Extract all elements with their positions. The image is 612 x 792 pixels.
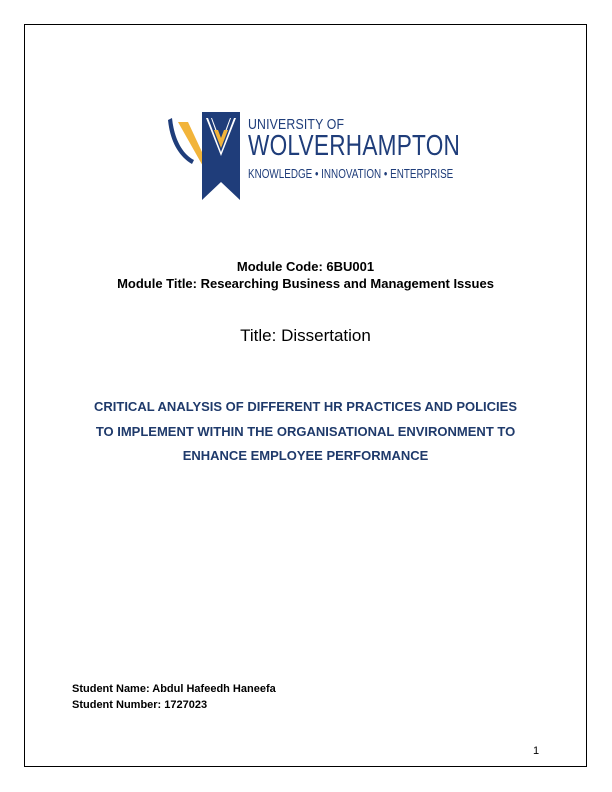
document-title: Title: Dissertation [240,326,371,345]
logo-university-of: UNIVERSITY OF [248,116,345,133]
student-name: Student Name: Abdul Hafeedh Haneefa [72,683,276,695]
logo-wolverhampton: WOLVERHAMPTON [248,130,461,162]
university-logo [168,108,461,202]
page-number: 1 [533,745,540,757]
dissertation-heading-line: CRITICAL ANALYSIS OF DIFFERENT HR PRACTICES AND POLICIES [93,399,517,414]
student-number: Student Number: 1727023 [72,699,208,711]
module-title: Module Title: Researching Business and Management Issues [117,276,494,291]
dissertation-heading-line: ENHANCE EMPLOYEE PERFORMANCE [182,448,429,463]
dissertation-heading-line: TO IMPLEMENT WITHIN THE ORGANISATIONAL ENVIRONMENT TO [95,424,516,439]
university-crest-icon [168,108,246,202]
module-code: Module Code: 6BU001 [236,259,375,274]
logo-tagline: KNOWLEDGE • INNOVATION • ENTERPRISE [248,166,454,181]
